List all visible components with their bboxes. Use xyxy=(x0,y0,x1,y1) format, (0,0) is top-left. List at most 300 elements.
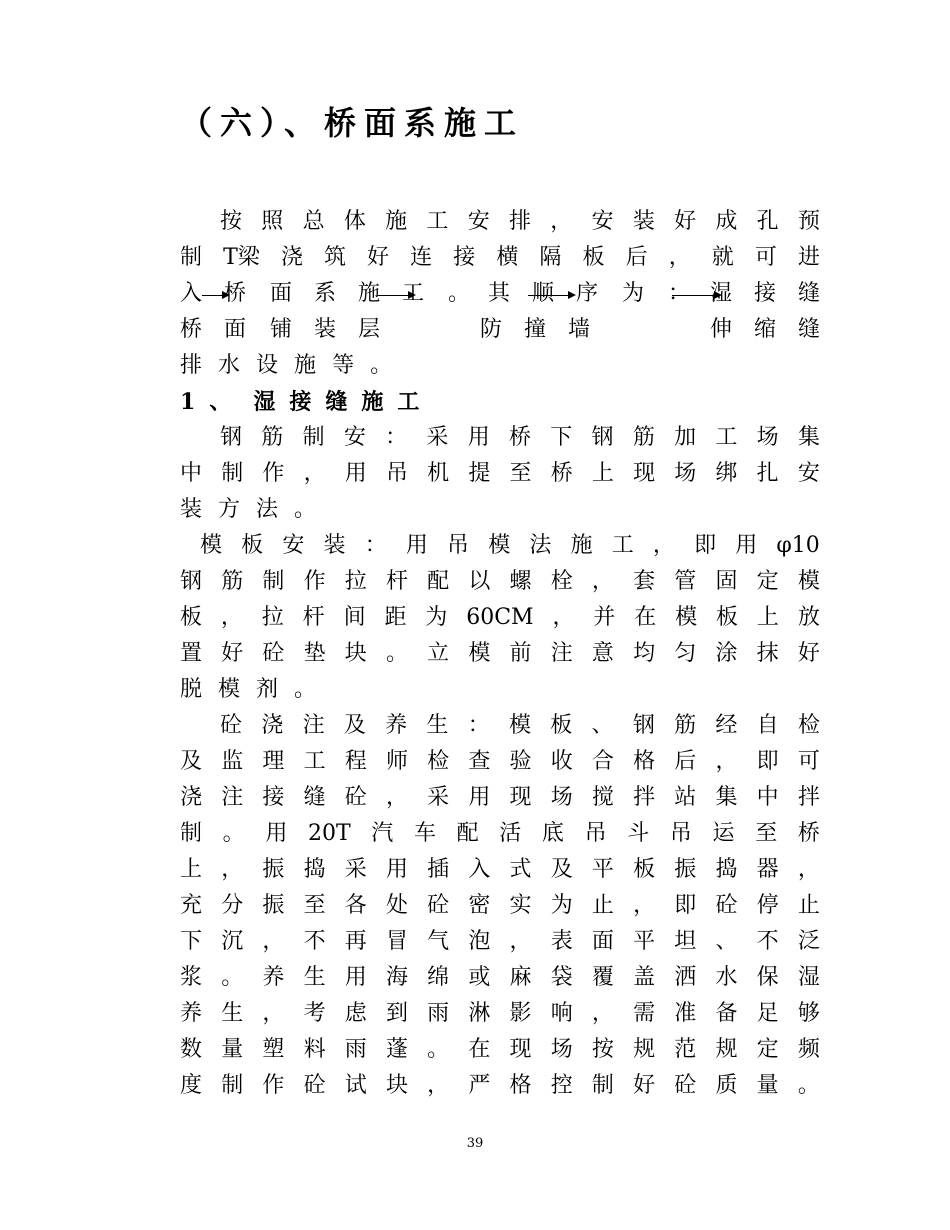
glyph: 采 xyxy=(344,857,367,882)
glyph: 施 xyxy=(361,389,384,415)
glyph: 制 xyxy=(221,461,244,486)
glyph: 匀 xyxy=(674,641,697,666)
glyph: 桥 xyxy=(797,821,820,846)
glyph: 、 xyxy=(591,713,614,738)
glyph: 提 xyxy=(468,461,491,486)
glyph: 1 xyxy=(180,389,196,415)
glyph: 蓬 xyxy=(385,1037,408,1062)
glyph: 筋 xyxy=(261,425,284,450)
glyph: 验 xyxy=(509,749,532,774)
glyph: 工 xyxy=(611,533,634,558)
glyph: 砼 xyxy=(262,641,285,666)
glyph: 塑 xyxy=(262,1037,285,1062)
glyph: 车 xyxy=(413,821,436,846)
glyph: 不 xyxy=(756,929,779,954)
glyph: T梁 xyxy=(223,245,260,270)
glyph: 生 xyxy=(303,965,326,990)
glyph: 板 xyxy=(241,533,264,558)
glyph: 严 xyxy=(468,1073,491,1098)
glyph: 注 xyxy=(221,785,244,810)
glyph: 备 xyxy=(715,1001,738,1026)
glyph: 制 xyxy=(591,1073,614,1098)
concrete-line xyxy=(180,924,820,960)
glyph: 生 xyxy=(221,1001,244,1026)
concrete-line xyxy=(220,708,820,744)
glyph: 抹 xyxy=(756,641,779,666)
glyph: 检 xyxy=(797,713,820,738)
glyph: 防 xyxy=(480,317,503,342)
glyph: 制 xyxy=(221,1073,244,1098)
glyph: 砼 xyxy=(674,1073,697,1098)
glyph: 湿 xyxy=(253,389,276,415)
glyph: 规 xyxy=(633,1037,656,1062)
glyph: 缩 xyxy=(754,317,777,342)
glyph: 可 xyxy=(754,245,777,270)
glyph: 冒 xyxy=(385,929,408,954)
glyph: 各 xyxy=(344,893,367,918)
glyph: 固 xyxy=(715,569,738,594)
glyph: 顺 xyxy=(532,281,555,306)
glyph: 安 xyxy=(467,209,490,234)
glyph: 连 xyxy=(410,245,433,270)
glyph: 绑 xyxy=(715,461,738,486)
glyph: 集 xyxy=(797,425,820,450)
glyph: 实 xyxy=(509,893,532,918)
concrete-line xyxy=(180,960,820,996)
glyph: ， xyxy=(591,1001,614,1026)
glyph: 总 xyxy=(302,209,325,234)
glyph: 板 xyxy=(550,713,573,738)
glyph: 配 xyxy=(427,569,450,594)
glyph: 料 xyxy=(303,1037,326,1062)
glyph: 砼 xyxy=(303,1073,326,1098)
glyph: 准 xyxy=(674,1001,697,1026)
glyph: 雨 xyxy=(427,1001,450,1026)
glyph: 施 xyxy=(294,353,317,378)
glyph: 并 xyxy=(593,605,616,630)
glyph: 吊 xyxy=(584,821,607,846)
glyph: 格 xyxy=(633,749,656,774)
glyph: 采 xyxy=(427,785,450,810)
glyph: ， xyxy=(591,569,614,594)
glyph: 安 xyxy=(797,461,820,486)
glyph: 以 xyxy=(468,569,491,594)
glyph: 式 xyxy=(509,857,532,882)
glyph: 意 xyxy=(591,641,614,666)
glyph: ， xyxy=(385,785,408,810)
glyph: 湿 xyxy=(797,965,820,990)
glyph: 为 xyxy=(622,281,645,306)
glyph: ， xyxy=(552,605,575,630)
glyph: 处 xyxy=(385,893,408,918)
glyph: 设 xyxy=(256,353,279,378)
glyph: 再 xyxy=(344,929,367,954)
rebar-line xyxy=(220,420,820,456)
glyph: 装 xyxy=(314,317,337,342)
glyph: 用 xyxy=(265,821,288,846)
glyph: 不 xyxy=(303,929,326,954)
glyph: 及 xyxy=(550,857,573,882)
glyph: 。 xyxy=(221,965,244,990)
glyph: 上 xyxy=(756,605,779,630)
glyph: 坦 xyxy=(674,929,697,954)
glyph: 放 xyxy=(797,605,820,630)
glyph: 足 xyxy=(756,1001,779,1026)
glyph: 影 xyxy=(509,1001,532,1026)
glyph: 理 xyxy=(262,749,285,774)
glyph: 及 xyxy=(180,749,203,774)
glyph: 工 xyxy=(715,425,738,450)
glyph: 自 xyxy=(756,713,779,738)
glyph: 袋 xyxy=(550,965,573,990)
glyph: 站 xyxy=(674,785,697,810)
glyph: 施 xyxy=(570,533,593,558)
glyph: ， xyxy=(652,533,675,558)
glyph: 模 xyxy=(797,569,820,594)
glyph: 活 xyxy=(499,821,522,846)
glyph: 场 xyxy=(550,785,573,810)
glyph: 合 xyxy=(591,749,614,774)
glyph: ， xyxy=(303,461,326,486)
formwork-line xyxy=(180,600,820,636)
section-title: （六）、桥面系施工 xyxy=(180,104,525,142)
glyph: 接 xyxy=(262,785,285,810)
glyph: 缝 xyxy=(303,785,326,810)
glyph: 模 xyxy=(675,605,698,630)
glyph: 上 xyxy=(591,461,614,486)
glyph: 桥 xyxy=(550,461,573,486)
glyph: 质 xyxy=(715,1073,738,1098)
glyph: ， xyxy=(427,1073,450,1098)
glyph: 立 xyxy=(427,641,450,666)
glyph: 盖 xyxy=(633,965,656,990)
glyph: 面 xyxy=(591,929,614,954)
glyph: 分 xyxy=(221,893,244,918)
glyph: 中 xyxy=(756,785,779,810)
glyph: 涂 xyxy=(715,641,738,666)
glyph: 捣 xyxy=(303,857,326,882)
glyph: 施 xyxy=(385,209,408,234)
glyph: 置 xyxy=(180,641,203,666)
glyph: 用 xyxy=(344,461,367,486)
glyph: 面 xyxy=(270,281,293,306)
glyph: 安 xyxy=(591,209,614,234)
glyph: 经 xyxy=(715,713,738,738)
glyph: 模 xyxy=(488,533,511,558)
glyph: 格 xyxy=(509,1073,532,1098)
glyph: 栓 xyxy=(550,569,573,594)
glyph: ， xyxy=(715,749,738,774)
glyph: 。 xyxy=(448,281,471,306)
flow-arrow-icon xyxy=(528,295,574,296)
glyph: 钢 xyxy=(591,425,614,450)
glyph: 工 xyxy=(397,389,420,415)
glyph: 套 xyxy=(633,569,656,594)
glyph: ， xyxy=(262,929,285,954)
glyph: 浇 xyxy=(280,245,303,270)
glyph: 入 xyxy=(468,857,491,882)
glyph: 淋 xyxy=(468,1001,491,1026)
glyph: 均 xyxy=(633,641,656,666)
glyph: 铺 xyxy=(270,317,293,342)
glyph: 数 xyxy=(180,1037,203,1062)
glyph: 量 xyxy=(221,1037,244,1062)
glyph: 好 xyxy=(633,1073,656,1098)
glyph: 间 xyxy=(343,605,366,630)
concrete-line xyxy=(180,996,820,1032)
glyph: 振 xyxy=(262,893,285,918)
glyph: 剂 xyxy=(256,677,279,702)
glyph: 即 xyxy=(674,893,697,918)
glyph: ， xyxy=(221,857,244,882)
glyph: 桥 xyxy=(224,281,247,306)
glyph: 砼 xyxy=(715,893,738,918)
glyph: 搅 xyxy=(591,785,614,810)
formwork-line xyxy=(180,636,820,672)
glyph: 范 xyxy=(674,1037,697,1062)
formwork-line xyxy=(200,528,820,564)
glyph: 养 xyxy=(262,965,285,990)
concrete-line xyxy=(180,1068,820,1104)
glyph: 泛 xyxy=(797,929,820,954)
glyph: 模 xyxy=(508,713,531,738)
glyph: 好 xyxy=(367,245,390,270)
glyph: 进 xyxy=(797,245,820,270)
glyph: 制 xyxy=(180,821,203,846)
glyph: 响 xyxy=(550,1001,573,1026)
glyph: 在 xyxy=(468,1037,491,1062)
glyph: 平 xyxy=(591,857,614,882)
flow-arrow-icon xyxy=(378,295,414,296)
glyph: 场 xyxy=(550,1037,573,1062)
flow-arrow-icon xyxy=(672,295,720,296)
glyph: 、 xyxy=(715,929,738,954)
glyph: 现 xyxy=(509,785,532,810)
glyph: 现 xyxy=(633,461,656,486)
glyph: 用 xyxy=(735,533,758,558)
glyph: ： xyxy=(364,533,387,558)
subsection-heading xyxy=(180,384,820,420)
glyph: 接 xyxy=(754,281,777,306)
glyph: 砼 xyxy=(427,893,450,918)
glyph: 等 xyxy=(332,353,355,378)
glyph: 拌 xyxy=(797,785,820,810)
glyph: 至 xyxy=(509,461,532,486)
glyph: 孔 xyxy=(756,209,779,234)
glyph: 绵 xyxy=(427,965,450,990)
glyph: 止 xyxy=(591,893,614,918)
glyph: 。 xyxy=(294,677,317,702)
glyph: 水 xyxy=(218,353,241,378)
intro-line-5 xyxy=(180,348,820,384)
glyph: 用 xyxy=(385,857,408,882)
glyph: 斗 xyxy=(627,821,650,846)
intro-line-2 xyxy=(180,240,820,276)
glyph: 生 xyxy=(426,713,449,738)
concrete-line xyxy=(180,780,820,816)
glyph: 采 xyxy=(426,425,449,450)
glyph: 用 xyxy=(467,425,490,450)
glyph: 或 xyxy=(468,965,491,990)
glyph: 施 xyxy=(358,281,381,306)
glyph: 筋 xyxy=(632,425,655,450)
glyph: 60CM xyxy=(466,605,534,630)
concrete-line xyxy=(180,1032,820,1068)
glyph: 为 xyxy=(550,893,573,918)
glyph: 撞 xyxy=(524,317,547,342)
glyph: 机 xyxy=(427,461,450,486)
glyph: 块 xyxy=(344,641,367,666)
formwork-line xyxy=(180,564,820,600)
glyph: 气 xyxy=(427,929,450,954)
glyph: 钢 xyxy=(180,569,203,594)
glyph: 密 xyxy=(468,893,491,918)
glyph: 排 xyxy=(508,209,531,234)
glyph: 注 xyxy=(302,713,325,738)
glyph: 序 xyxy=(576,281,599,306)
glyph: 规 xyxy=(715,1037,738,1062)
glyph: 至 xyxy=(303,893,326,918)
glyph: 即 xyxy=(756,749,779,774)
glyph: 墙 xyxy=(568,317,591,342)
glyph: 覆 xyxy=(591,965,614,990)
glyph: 师 xyxy=(385,749,408,774)
glyph: ， xyxy=(668,245,691,270)
glyph: 板 xyxy=(716,605,739,630)
glyph: 工 xyxy=(402,281,425,306)
glyph: 收 xyxy=(550,749,573,774)
glyph: φ10 xyxy=(776,533,820,558)
glyph: 停 xyxy=(756,893,779,918)
page-number: 39 xyxy=(466,1136,484,1151)
glyph: 。 xyxy=(370,353,393,378)
construction-sequence xyxy=(180,276,820,348)
glyph: 量 xyxy=(756,1073,779,1098)
glyph: 就 xyxy=(711,245,734,270)
glyph: 板 xyxy=(633,857,656,882)
glyph: 钢 xyxy=(632,713,655,738)
flow-arrow-icon xyxy=(202,295,228,296)
glyph: 中 xyxy=(180,461,203,486)
glyph: 检 xyxy=(427,749,450,774)
concrete-line xyxy=(180,888,820,924)
intro-line-1 xyxy=(220,204,820,240)
glyph: 养 xyxy=(385,713,408,738)
glyph: 伸 xyxy=(710,317,733,342)
glyph: 距 xyxy=(384,605,407,630)
glyph: 考 xyxy=(303,1001,326,1026)
glyph: ： xyxy=(668,281,691,306)
glyph: 即 xyxy=(694,533,717,558)
glyph: 好 xyxy=(797,641,820,666)
glyph: 及 xyxy=(343,713,366,738)
glyph: 度 xyxy=(180,1073,203,1098)
glyph: 方 xyxy=(218,497,241,522)
glyph: 桥 xyxy=(180,317,203,342)
glyph: 脱 xyxy=(180,677,203,702)
glyph: 。 xyxy=(385,641,408,666)
glyph: 后 xyxy=(674,749,697,774)
glyph: 下 xyxy=(550,425,573,450)
glyph: 用 xyxy=(468,785,491,810)
glyph: 拉 xyxy=(261,605,284,630)
glyph: 装 xyxy=(632,209,655,234)
rebar-line xyxy=(180,492,820,528)
glyph: 法 xyxy=(256,497,279,522)
glyph: 砼 xyxy=(344,785,367,810)
glyph: 安 xyxy=(343,425,366,450)
glyph: 照 xyxy=(261,209,284,234)
glyph: 。 xyxy=(797,1073,820,1098)
glyph: 养 xyxy=(180,1001,203,1026)
glyph: 虑 xyxy=(344,1001,367,1026)
glyph: 捣 xyxy=(715,857,738,882)
glyph: 用 xyxy=(344,965,367,990)
glyph: 集 xyxy=(715,785,738,810)
glyph: 制 xyxy=(302,425,325,450)
glyph: 成 xyxy=(715,209,738,234)
glyph: 砼 xyxy=(220,713,243,738)
glyph: 振 xyxy=(262,857,285,882)
glyph: 隔 xyxy=(539,245,562,270)
glyph: 制 xyxy=(180,245,203,270)
glyph: 泡 xyxy=(468,929,491,954)
glyph: 现 xyxy=(509,1037,532,1062)
glyph: 排 xyxy=(180,353,203,378)
glyph: 板 xyxy=(582,245,605,270)
glyph: 吊 xyxy=(447,533,470,558)
glyph: 汽 xyxy=(371,821,394,846)
glyph: 浇 xyxy=(180,785,203,810)
glyph: ， xyxy=(550,209,573,234)
glyph: 插 xyxy=(427,857,450,882)
glyph: 场 xyxy=(674,461,697,486)
glyph: ， xyxy=(797,857,820,882)
glyph: 够 xyxy=(797,1001,820,1026)
glyph: 洒 xyxy=(674,965,697,990)
glyph: 注 xyxy=(550,641,573,666)
glyph: 下 xyxy=(180,929,203,954)
glyph: 其 xyxy=(488,281,511,306)
glyph: 。 xyxy=(222,821,245,846)
glyph: 钢 xyxy=(220,425,243,450)
glyph: 缝 xyxy=(798,281,821,306)
glyph: 监 xyxy=(221,749,244,774)
glyph: 筑 xyxy=(323,245,346,270)
glyph: 沉 xyxy=(221,929,244,954)
glyph: 程 xyxy=(344,749,367,774)
glyph: 螺 xyxy=(509,569,532,594)
formwork-line xyxy=(180,672,820,708)
glyph: 器 xyxy=(756,857,779,882)
glyph: 模 xyxy=(468,641,491,666)
glyph: 麻 xyxy=(509,965,532,990)
glyph: 块 xyxy=(385,1073,408,1098)
glyph: 作 xyxy=(262,461,285,486)
glyph: 为 xyxy=(425,605,448,630)
glyph: 上 xyxy=(180,857,203,882)
glyph: ， xyxy=(220,605,243,630)
glyph: ： xyxy=(385,425,408,450)
glyph: 体 xyxy=(343,209,366,234)
glyph: 运 xyxy=(712,821,735,846)
glyph: ， xyxy=(509,929,532,954)
glyph: 制 xyxy=(262,569,285,594)
glyph: 接 xyxy=(289,389,312,415)
glyph: 模 xyxy=(218,677,241,702)
glyph: 杆 xyxy=(302,605,325,630)
glyph: 到 xyxy=(385,1001,408,1026)
